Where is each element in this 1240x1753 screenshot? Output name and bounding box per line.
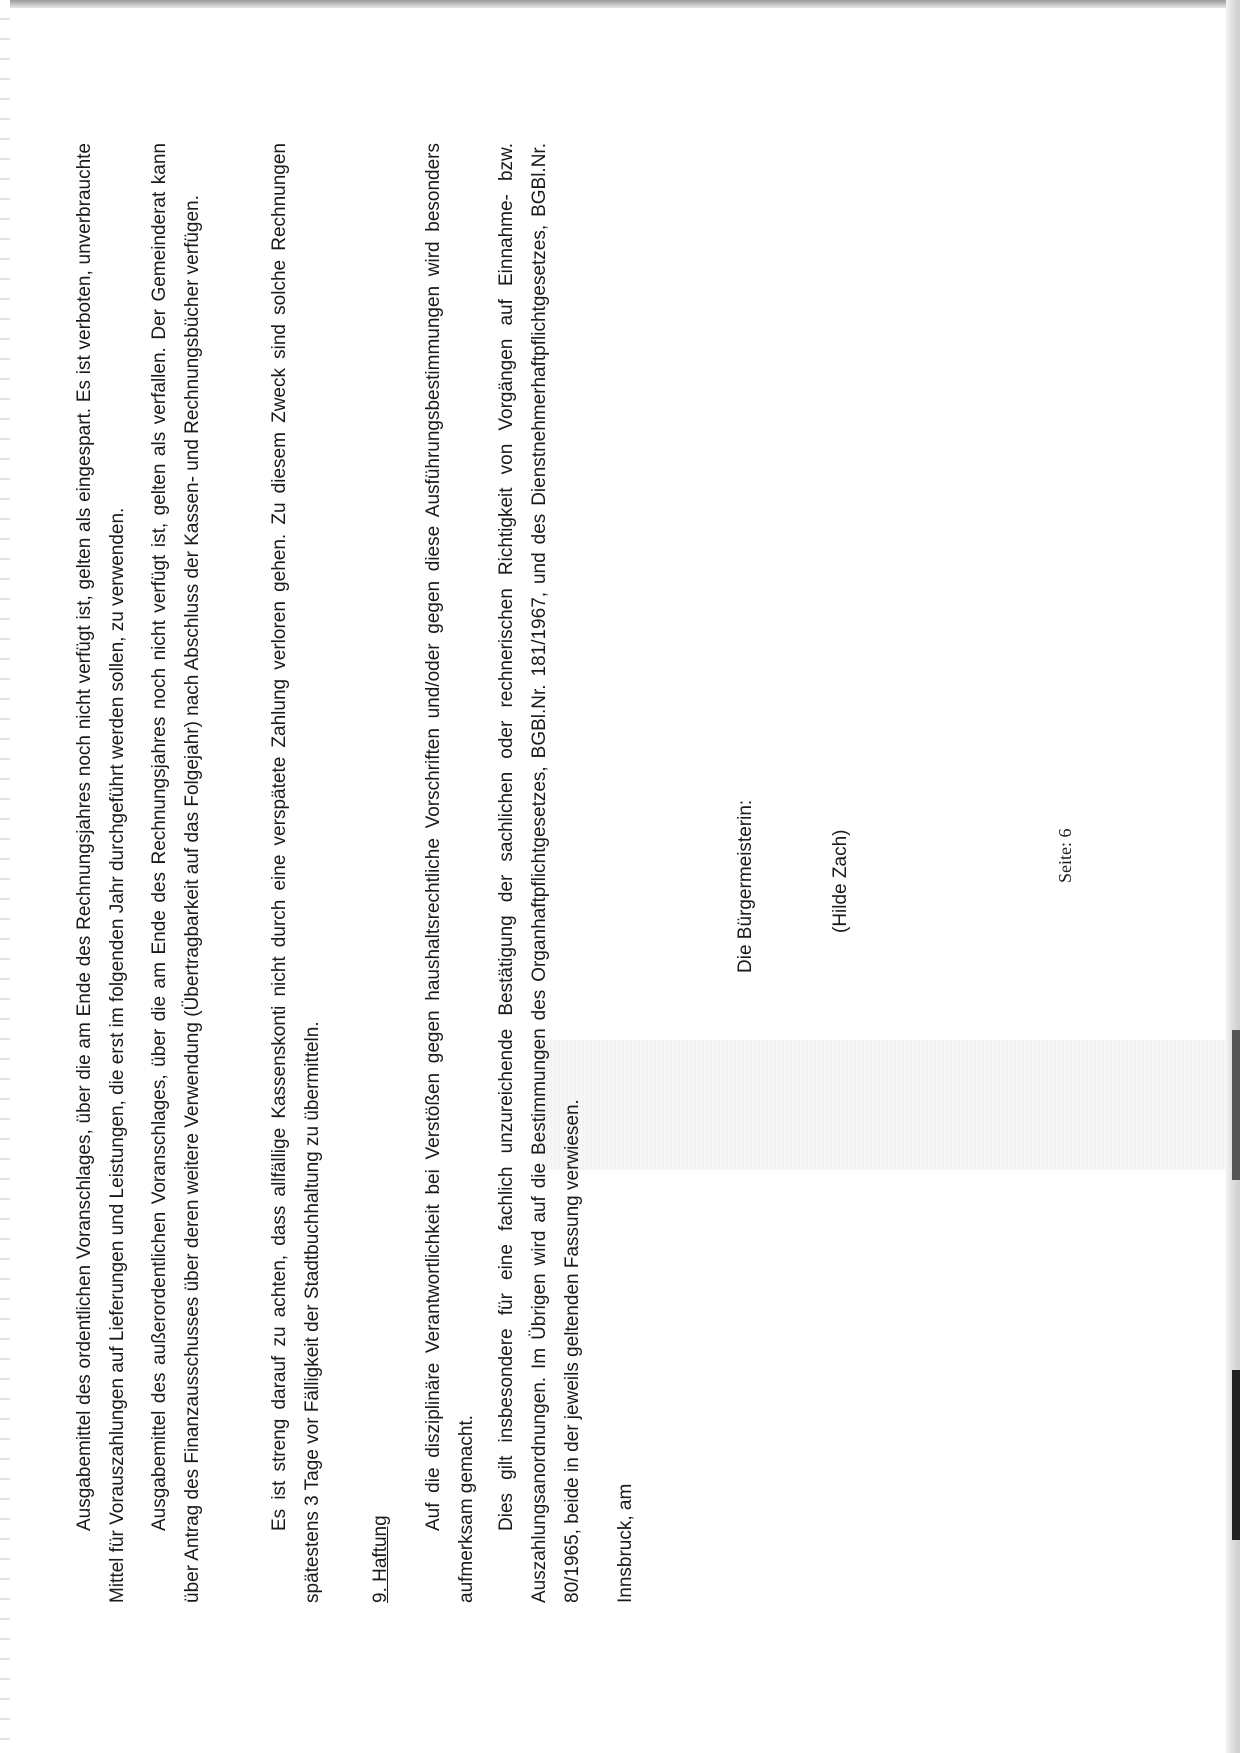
section-heading: 9. Haftung xyxy=(370,1515,391,1603)
paragraph-3 xyxy=(263,143,329,1603)
paragraph-1 xyxy=(68,143,134,1603)
section-paragraph-2 xyxy=(490,143,589,1603)
paragraph-3-text: Es ist streng darauf zu achten, dass allfällige Kassenskonti nicht durch eine verspätete Zahlung verloren gehen. Zu diesem Zweck sind solche Rechnungen spätestens 3 Tage vor Fälligkeit der Stadtbuchhaltung zu übermitteln. xyxy=(269,143,323,1603)
signature-title: Die Bürgermeisterin: xyxy=(735,799,756,973)
paragraph-2-text: Ausgabemittel des außerordentlichen Voranschlages, über die am Ende des Rechnungsjahres noch nicht verfügt ist, gelten als verfallen. Der Gemeinderat kann über Antrag des Finanzausschusses über deren weitere Verwendung (Übertragbarkeit auf das Folgejahr) nach Abschluss der Kassen- und Rechnungsbücher verfügen. xyxy=(149,143,203,1603)
paragraph-1-text: Ausgabemittel des ordentlichen Voranschlages, über die am Ende des Rechnungsjahres noch nicht verfügt ist, gelten als eingespart. Es ist verboten, unverbrauchte Mittel für Vorauszahlungen auf Lieferungen und Leistungen, die erst im folgenden Jahr durchgeführt werden sollen, zu verwenden. xyxy=(74,143,128,1603)
paragraph-2 xyxy=(143,143,209,1603)
section-paragraph-1 xyxy=(417,143,483,1603)
section-paragraph-1-text: Auf die disziplinäre Verantwortlichkeit bei Verstößen gegen haushaltsrechtliche Vorschriften und/oder gegen diese Ausführungsbestimmungen wird besonders aufmerksam gemacht. xyxy=(423,143,477,1603)
section-paragraph-2-text: Dies gilt insbesondere für eine fachlich unzureichende Bestätigung der sachlichen oder rechnerischen Richtigkeit von Vorgängen auf Einnahme- bzw. Auszahlungsanordnungen. Im Übrigen wird auf die Bestimmungen des Organhaftpflichtgesetzes, BGBl.Nr. 181/1967, und des Dienstnehmerhaftpflichtgesetzes, BGBl.Nr. 80/1965, beide in der jeweils geltenden Fassung verwiesen. xyxy=(496,143,583,1603)
page-number: Seite: 6 xyxy=(1055,828,1075,883)
place-date: Innsbruck, am xyxy=(615,1483,636,1603)
signature-name: (Hilde Zach) xyxy=(830,829,851,933)
